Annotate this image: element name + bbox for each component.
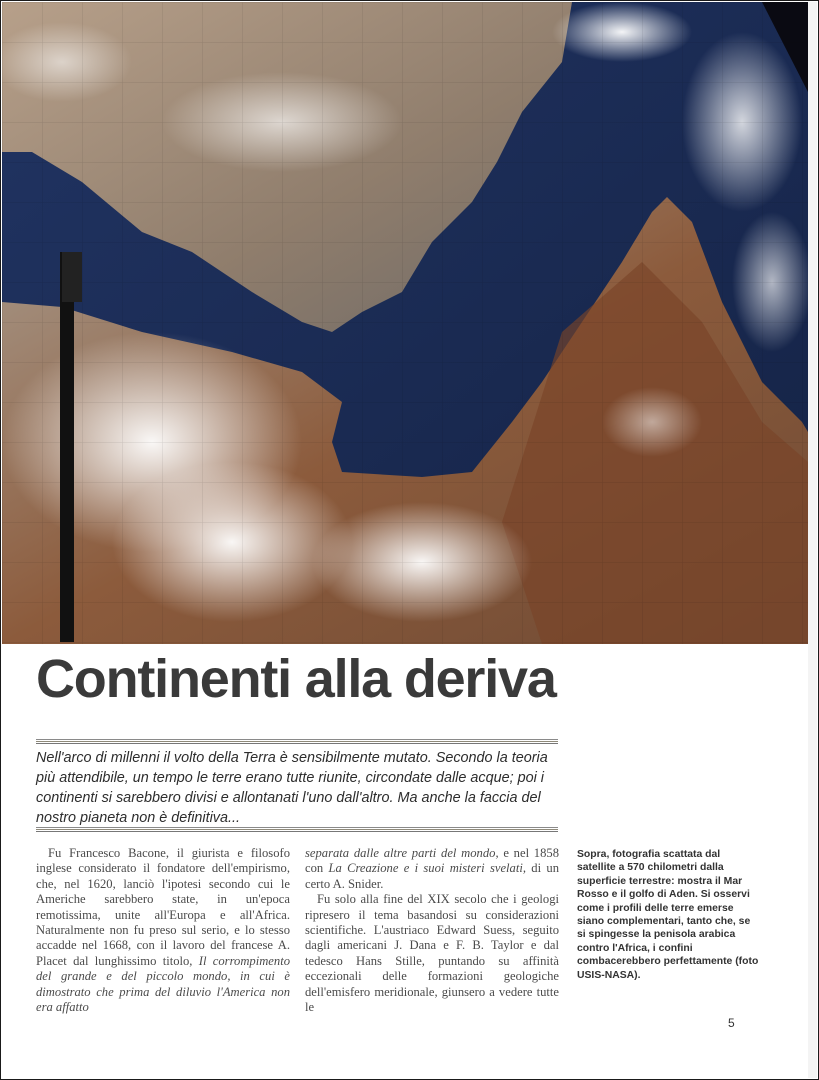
lead-paragraph: Nell'arco di millenni il volto della Terra è sensibilmente mutato. Secondo la teoria più attendibile, un tempo le terre erano tutte riunite, circondate dalle acque; poi i continenti si sarebbero divisi e allontanati l'uno dall'altro. Ma anche la faccia del nostro pianeta non è definitiva...: [36, 750, 548, 826]
body-column-2: [305, 846, 559, 1015]
body-text: e nel 1858 con: [305, 846, 559, 876]
lead-rule-bottom: [36, 827, 558, 832]
body-column-1: [36, 846, 290, 1015]
book-title-italic-2: La Creazione e i suoi misteri svelati,: [328, 861, 526, 876]
satellite-photo: [2, 2, 808, 644]
body-text: di un certo A. Snider.: [305, 861, 559, 891]
photo-caption: Sopra, fotografia scattata dal satellite a 570 chilometri dalla superficie terrestre: mostra il Mar Rosso e il golfo di Aden. Si osservi come i profili delle terre emerse siano complementari, tanto che, se si spingesse la penisola arabica contro l'Africa, i confini combacerebbero perfettamente (foto USIS-NASA).: [577, 849, 759, 981]
book-title-italic: Il corrompimento del grande e del piccolo mondo, in cui è dimostrato che prima del diluvio l'America non era affatto: [36, 953, 290, 1015]
body-text: Fu solo alla fine del XIX secolo che i geologi ripresero il tema basandosi su considerazioni scientifiche. L'austriaco Edward Suess, seguito dagli americani J. Dana e F. B. Taylor e dal tedesco Hans Stille, puntando su affinità eccezionali delle formazioni geologiche dell'emisfero meridionale, giunsero a vedere tutte le: [305, 892, 559, 1015]
page-edge: [808, 2, 817, 1078]
page-title: Continenti alla deriva: [36, 649, 556, 709]
page-number: 5: [728, 1016, 735, 1030]
book-title-italic-cont: separata dalle altre parti del mondo,: [305, 846, 499, 860]
lead-rule-top: [36, 739, 558, 744]
body-text: Fu Francesco Bacone, il giurista e filosofo inglese considerato il fondatore dell'empirismo, che, nel 1620, lanciò l'ipotesi secondo cui le Americhe sarebbero state, in un'epoca remotissima, unite all'Europa e all'Africa. Naturalmente non fu preso sul serio, e lo stesso accadde nel 1668, con il lavoro del francese A. Placet dal lunghissimo titolo,: [36, 846, 290, 968]
